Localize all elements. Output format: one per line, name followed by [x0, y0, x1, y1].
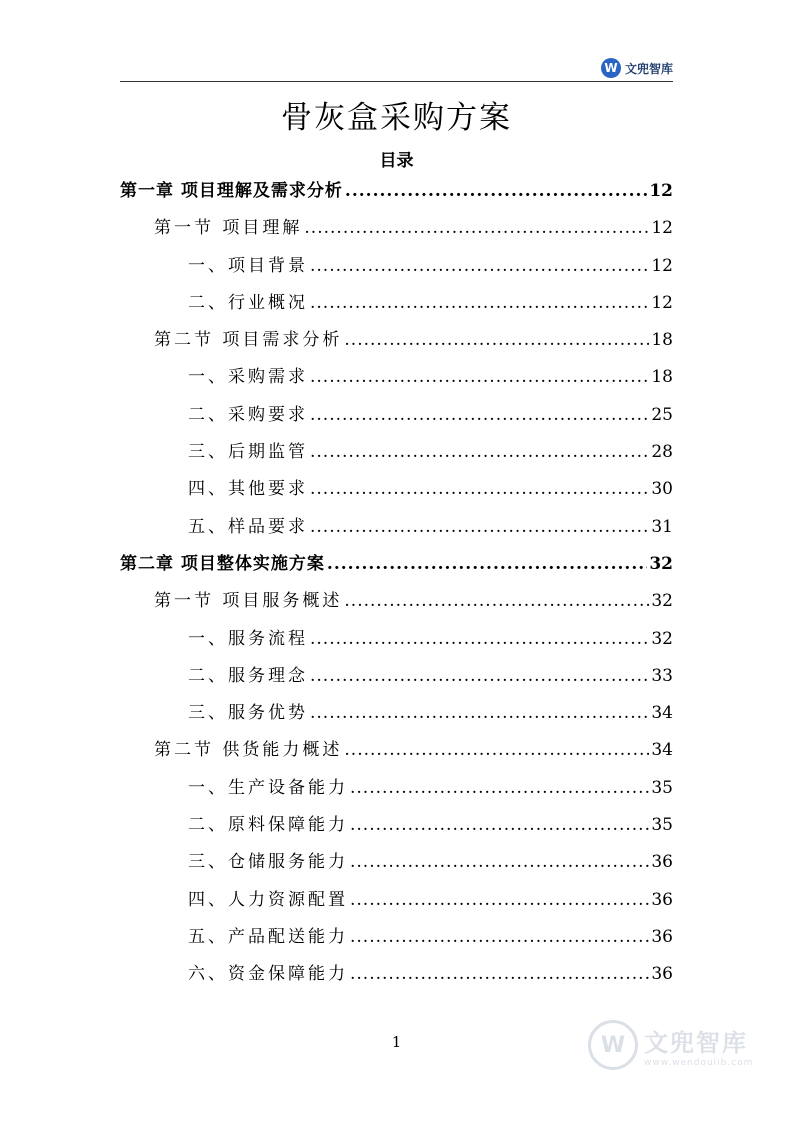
header-logo	[601, 58, 673, 78]
toc-entry-label: 五、样品要求	[188, 516, 308, 537]
toc-leader-dots	[310, 256, 649, 276]
toc-entry-page: 36	[651, 889, 673, 910]
toc-leader-dots	[310, 629, 649, 649]
toc-entry[interactable]	[120, 288, 673, 325]
toc-entry-page: 35	[651, 777, 673, 798]
toc-entry[interactable]	[120, 624, 673, 661]
toc-entry-page: 32	[651, 628, 673, 649]
toc-entry-label: 三、后期监管	[188, 442, 308, 463]
toc-entry[interactable]	[120, 474, 673, 511]
toc-entry-page: 33	[651, 665, 673, 686]
toc-leader-dots	[304, 218, 649, 238]
toc-leader-dots	[344, 740, 649, 760]
toc-entry-page: 32	[651, 591, 673, 612]
toc-entry-label: 二、服务理念	[188, 665, 308, 686]
toc-entry-label: 四、人力资源配置	[188, 889, 348, 910]
toc-entry[interactable]	[120, 400, 673, 437]
toc-entry[interactable]	[120, 512, 673, 549]
toc-entry-page: 35	[651, 815, 673, 836]
toc-leader-dots	[310, 479, 649, 499]
toc-entry-page: 36	[651, 852, 673, 873]
logo-text: 文兜智库	[624, 61, 673, 76]
toc-entry[interactable]	[120, 847, 673, 884]
toc-entry-label: 第二节 供货能力概述	[154, 740, 343, 761]
toc-leader-dots	[350, 778, 649, 798]
toc-entry[interactable]	[120, 661, 673, 698]
toc-entry[interactable]	[120, 325, 673, 362]
watermark-logo-icon: W	[588, 1020, 638, 1070]
toc-leader-dots	[327, 554, 647, 574]
toc-leader-dots	[310, 666, 649, 686]
toc-entry-page: 31	[651, 516, 673, 537]
toc-entry[interactable]	[120, 176, 673, 213]
toc-leader-dots	[310, 442, 649, 462]
watermark-url: www.wendoulib.com	[644, 1057, 754, 1068]
toc-entry-page: 32	[649, 553, 673, 574]
toc-entry-page: 34	[651, 740, 673, 761]
toc-heading: 目录	[379, 151, 414, 171]
toc-entry[interactable]	[120, 810, 673, 847]
watermark-name: 文兜智库	[644, 1028, 748, 1057]
toc-entry[interactable]	[120, 885, 673, 922]
watermark	[588, 1020, 753, 1070]
toc-leader-dots	[350, 852, 649, 872]
toc-entry-page: 12	[649, 181, 673, 201]
toc-leader-dots	[350, 927, 649, 947]
toc-entry-page: 25	[651, 404, 673, 425]
toc-leader-dots	[310, 293, 649, 313]
toc-entry-page: 36	[651, 926, 673, 947]
toc-entry-page: 12	[651, 218, 673, 239]
toc-leader-dots	[310, 517, 649, 537]
toc-entry-label: 第一章 项目理解及需求分析	[120, 181, 343, 201]
toc-entry-label: 四、其他要求	[188, 479, 308, 500]
toc-entry-label: 二、采购要求	[188, 404, 308, 425]
toc-entry-label: 六、资金保障能力	[188, 964, 348, 985]
toc-entry-page: 12	[651, 255, 673, 276]
toc-entry[interactable]	[120, 213, 673, 250]
document-title: 骨灰盒采购方案	[281, 100, 512, 136]
toc-leader-dots	[345, 181, 647, 201]
toc-entry[interactable]	[120, 437, 673, 474]
toc-entry-label: 第一节 项目服务概述	[154, 591, 343, 612]
toc-leader-dots	[310, 703, 649, 723]
toc-entry-page: 28	[651, 442, 673, 463]
toc-entry-page: 36	[651, 964, 673, 985]
toc-entry[interactable]	[120, 362, 673, 399]
toc-leader-dots	[350, 890, 649, 910]
toc-leader-dots	[344, 330, 649, 350]
table-of-contents	[120, 176, 673, 997]
toc-entry-label: 第二节 项目需求分析	[154, 330, 343, 351]
toc-leader-dots	[350, 964, 649, 984]
toc-entry-label: 一、服务流程	[188, 628, 308, 649]
toc-entry[interactable]	[120, 773, 673, 810]
page-number: 1	[391, 1033, 402, 1051]
toc-entry-page: 34	[651, 703, 673, 724]
toc-entry-label: 一、采购需求	[188, 367, 308, 388]
toc-entry-label: 一、生产设备能力	[188, 777, 348, 798]
toc-entry-label: 五、产品配送能力	[188, 926, 348, 947]
toc-entry[interactable]	[120, 251, 673, 288]
toc-entry-label: 三、服务优势	[188, 703, 308, 724]
toc-entry[interactable]	[120, 698, 673, 735]
toc-entry-page: 12	[651, 292, 673, 313]
toc-entry-label: 二、原料保障能力	[188, 815, 348, 836]
toc-leader-dots	[310, 405, 649, 425]
toc-entry-label: 二、行业概况	[188, 292, 308, 313]
logo-icon: W	[601, 58, 621, 78]
toc-entry-page: 18	[651, 367, 673, 388]
toc-entry[interactable]	[120, 549, 673, 586]
header-divider	[120, 81, 673, 82]
toc-entry[interactable]	[120, 586, 673, 623]
toc-leader-dots	[310, 367, 649, 387]
toc-entry-label: 第一节 项目理解	[154, 218, 303, 239]
toc-entry[interactable]	[120, 959, 673, 996]
toc-entry[interactable]	[120, 922, 673, 959]
toc-leader-dots	[350, 815, 649, 835]
toc-entry[interactable]	[120, 735, 673, 772]
toc-leader-dots	[344, 591, 649, 611]
toc-entry-page: 18	[651, 330, 673, 351]
toc-entry-label: 一、项目背景	[188, 255, 308, 276]
toc-entry-page: 30	[651, 479, 673, 500]
toc-entry-label: 第二章 项目整体实施方案	[120, 553, 325, 574]
toc-entry-label: 三、仓储服务能力	[188, 852, 348, 873]
